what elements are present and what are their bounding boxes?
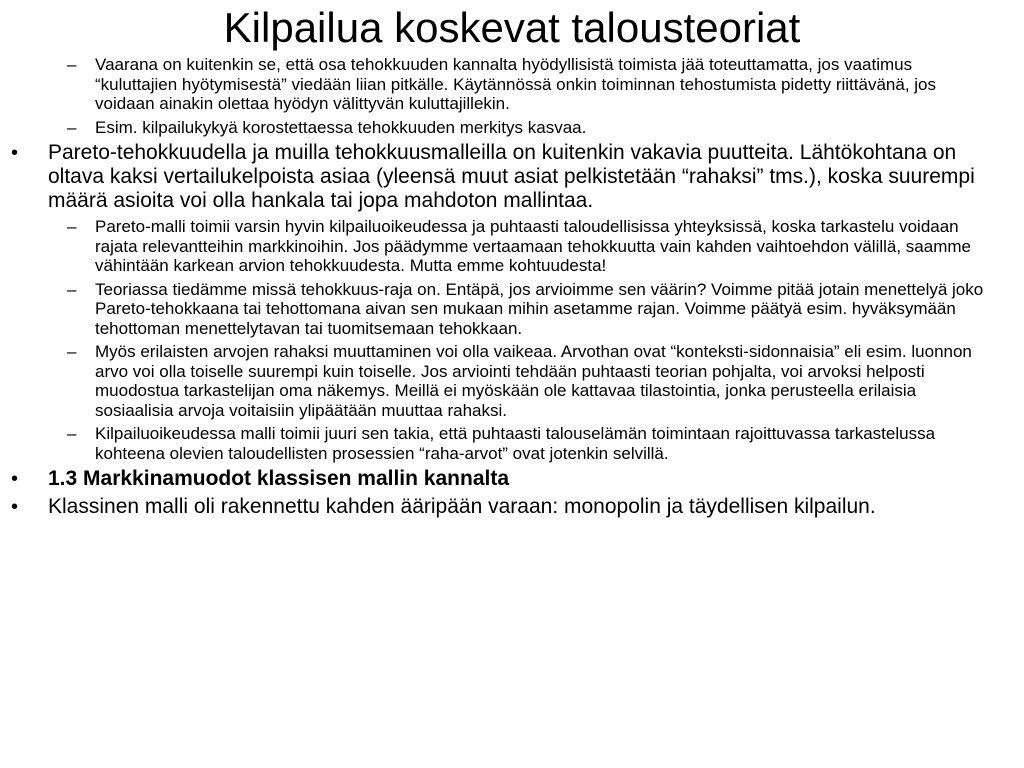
sub-bullet-efficiency-limit [0, 280, 1024, 339]
bullet-marker: • [11, 496, 19, 518]
sub-bullet-value-conversion [0, 342, 1024, 420]
bullet-marker: • [11, 142, 19, 164]
bullet-classical-model [0, 495, 1024, 519]
bullet-section-heading [0, 467, 1024, 491]
bullet-pareto-shortcomings [0, 141, 1024, 213]
bullet-marker: • [11, 468, 19, 490]
slide-title: Kilpailua koskevat talousteoriat [223, 4, 801, 51]
sub-bullet-text: Esim. kilpailukykyä korostettaessa tehokkuuden merkitys kasvaa. [95, 117, 587, 137]
dash-marker: – [67, 279, 77, 299]
sub-bullet-competitiveness [0, 118, 1024, 138]
slide-content [0, 55, 1024, 523]
dash-marker: – [67, 424, 77, 443]
sub-bullet-pareto-model [0, 217, 1024, 276]
sub-bullet-efficiency-risk [0, 55, 1024, 114]
sub-bullet-competition-law [0, 424, 1024, 463]
bullet-text: Pareto-tehokkuudella ja muilla tehokkuusmalleilla on kuitenkin vakavia puutteita. Lähtökohtana on oltava kaksi vertailukelpoista asiaa (yleensä muut asiat pelkistetään “rahaksi” tms.), koska suurempi määrä asioita voi olla hankala tai jopa mahdoton mallintaa. [48, 141, 975, 212]
sub-bullet-text: Pareto-malli toimii varsin hyvin kilpailuoikeudessa ja puhtaasti taloudellisissa yhteyksissä, koska tarkastelu voidaan rajata relevantteihin markkinoihin. Jos päädymme vertaamaan tehokkuutta vain kahden vaihtoehdon välillä, saamme vähintään karkean arvion tehokkuudesta. Mutta emme kohtuudesta! [95, 217, 971, 275]
sub-bullet-text: Teoriassa tiedämme missä tehokkuus-raja on. Entäpä, jos arvioimme sen väärin? Voimme pitää jotain menettelyä joko Pareto-tehokkaana tai tehottomana aivan sen mukaan mihin asetamme rajan. Voimme päätyä esim. hyväksymään tehottoman menettelytavan tai tuomitsemaan tehokkaan. [95, 279, 984, 338]
sub-bullet-text: Kilpailuoikeudessa malli toimii juuri sen takia, että puhtaasti talouselämän toimintaan rajoittuvassa tarkastelussa kohteena olevien taloudellisten prosessien “raha-arvot” ovat jotenkin selvillä. [95, 424, 936, 463]
dash-marker: – [67, 55, 77, 74]
sub-bullet-text: Vaarana on kuitenkin se, että osa tehokkuuden kannalta hyödyllisistä toimista jää toteuttamatta, jos vaatimus “kuluttajien hyötymisestä” viedään liian pitkälle. Käytännössä onkin toiminnan tehostumista pidetty riittävänä, jos voidaan ainakin olettaa hyödyn välittyvän kuluttajillekin. [95, 55, 937, 113]
dash-marker: – [67, 217, 77, 236]
section-heading: 1.3 Markkinamuodot klassisen mallin kannalta [48, 467, 510, 490]
bullet-text: Klassinen malli oli rakennettu kahden ääripään varaan: monopolin ja täydellisen kilpailun. [48, 495, 876, 518]
sub-bullet-text: Myös erilaisten arvojen rahaksi muuttaminen voi olla vaikeaa. Arvothan ovat “konteksti-sidonnaisia” eli esim. luonnon arvo voi olla toiselle suurempi kuin toiselle. Jos arviointi tehdään puhtaasti teorian pohjalta, voi arvoksi helposti muodostua tarkastelijan oma näkemys. Meillä ei myöskään ole kattavaa tilastointia, jonka perusteella erilaisia sosiaalisia arvoja voitaisiin ylipäätään muuttaa rahaksi. [95, 342, 972, 420]
dash-marker: – [67, 342, 77, 361]
dash-marker: – [67, 117, 77, 137]
